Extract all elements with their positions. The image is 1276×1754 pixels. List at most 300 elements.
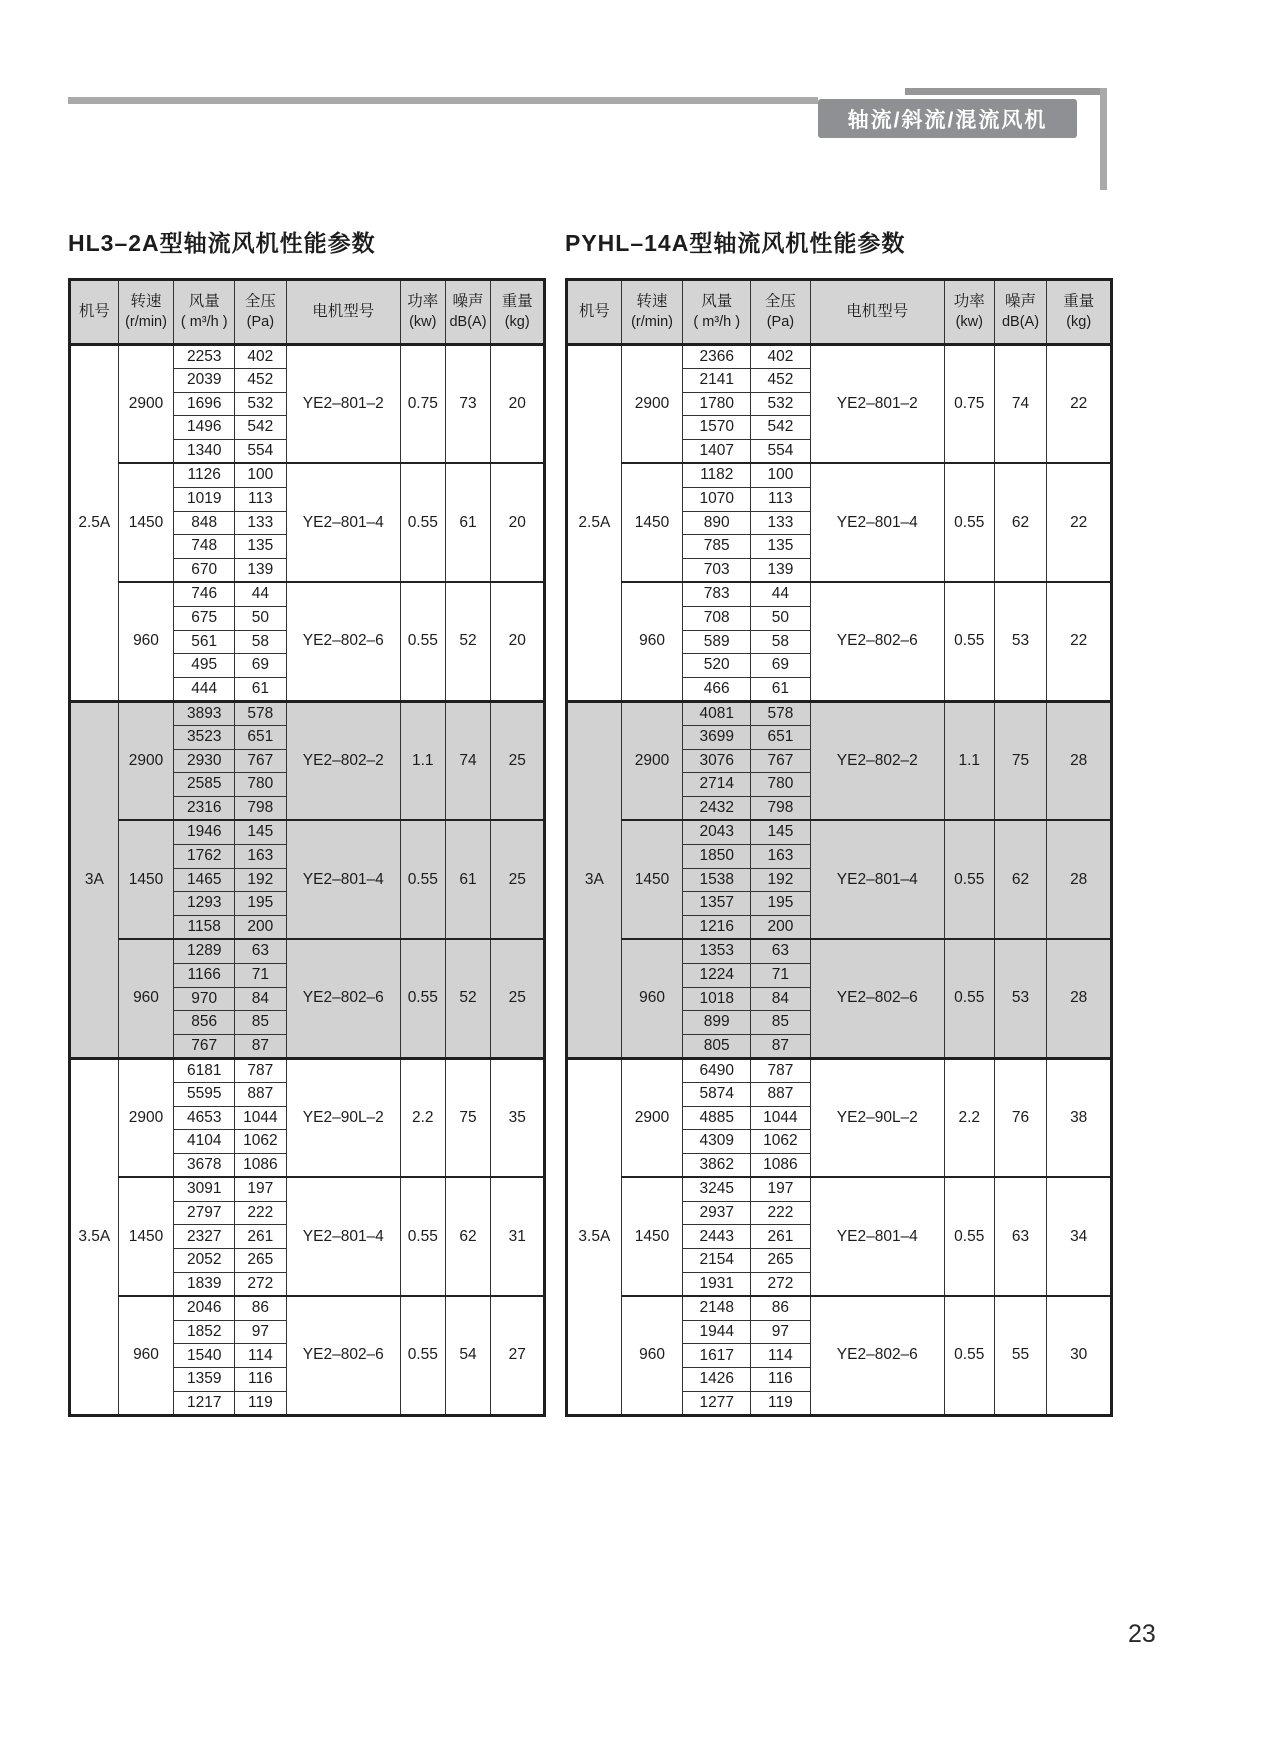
power-cell: 1.1 (944, 701, 994, 820)
pressure-cell: 135 (751, 535, 811, 559)
airflow-cell: 1931 (683, 1273, 751, 1297)
airflow-cell: 708 (683, 606, 751, 630)
pressure-cell: 542 (751, 416, 811, 440)
col-header-label: 全压 (244, 292, 276, 310)
airflow-cell: 1019 (174, 487, 235, 511)
pressure-cell: 787 (751, 1058, 811, 1082)
airflow-cell: 856 (174, 1011, 235, 1035)
pressure-cell: 651 (751, 725, 811, 749)
airflow-cell: 4653 (174, 1106, 235, 1130)
motor-model-cell: YE2–90L–2 (810, 1058, 944, 1177)
power-cell: 0.75 (400, 345, 445, 464)
pressure-cell: 85 (751, 1011, 811, 1035)
weight-cell: 27 (491, 1296, 545, 1415)
airflow-cell: 2039 (174, 368, 235, 392)
motor-model-cell: YE2–801–2 (810, 345, 944, 464)
noise-cell: 61 (445, 820, 491, 939)
col-header-unit: (r/min) (125, 314, 167, 331)
airflow-cell: 4104 (174, 1130, 235, 1154)
col-header-label: 机号 (578, 302, 610, 320)
col-header-unit: (Pa) (766, 314, 795, 331)
col-header-label: 机号 (78, 302, 110, 320)
airflow-cell: 848 (174, 511, 235, 535)
airflow-cell: 970 (174, 987, 235, 1011)
airflow-cell: 1426 (683, 1368, 751, 1392)
table-row (70, 582, 545, 606)
airflow-cell: 670 (174, 559, 235, 583)
airflow-cell: 4885 (683, 1106, 751, 1130)
power-cell: 0.55 (400, 582, 445, 701)
col-header-label: 风量 (701, 292, 733, 310)
airflow-cell: 2797 (174, 1201, 235, 1225)
motor-model-cell: YE2–802–2 (286, 701, 400, 820)
pressure-cell: 1062 (235, 1130, 287, 1154)
airflow-cell: 4309 (683, 1130, 751, 1154)
col-header-2 (174, 280, 235, 345)
airflow-cell: 703 (683, 559, 751, 583)
speed-cell: 960 (118, 939, 174, 1058)
pressure-cell: 197 (751, 1177, 811, 1201)
pressure-cell: 135 (235, 535, 287, 559)
airflow-cell: 2432 (683, 797, 751, 821)
pressure-cell: 114 (235, 1344, 287, 1368)
speed-cell: 2900 (118, 1058, 174, 1177)
col-header-label: 噪声 (452, 292, 484, 310)
pressure-cell: 542 (235, 416, 287, 440)
col-header-1 (118, 280, 174, 345)
pressure-cell: 200 (751, 916, 811, 940)
pressure-cell: 452 (751, 368, 811, 392)
airflow-cell: 2930 (174, 749, 235, 773)
speed-cell: 2900 (621, 701, 683, 820)
noise-cell: 54 (445, 1296, 491, 1415)
power-cell: 0.55 (944, 463, 994, 582)
pressure-cell: 163 (235, 844, 287, 868)
airflow-cell: 6490 (683, 1058, 751, 1082)
col-header-label: 电机型号 (312, 302, 375, 320)
weight-cell: 35 (491, 1058, 545, 1177)
airflow-cell: 495 (174, 654, 235, 678)
pressure-cell: 58 (751, 630, 811, 654)
airflow-cell: 444 (174, 678, 235, 702)
section-banner-label: 轴流/斜流/混流风机 (847, 108, 1048, 132)
pressure-cell: 133 (751, 511, 811, 535)
pressure-cell: 87 (751, 1035, 811, 1059)
col-header-2 (683, 280, 751, 345)
motor-model-cell: YE2–90L–2 (286, 1058, 400, 1177)
power-cell: 0.75 (944, 345, 994, 464)
table-row (70, 1058, 545, 1082)
airflow-cell: 3699 (683, 725, 751, 749)
airflow-cell: 1340 (174, 440, 235, 464)
airflow-cell: 3893 (174, 701, 235, 725)
pressure-cell: 554 (751, 440, 811, 464)
airflow-cell: 1762 (174, 844, 235, 868)
col-header-unit: (kg) (504, 314, 530, 331)
col-header-5 (400, 280, 445, 345)
motor-model-cell: YE2–802–2 (810, 701, 944, 820)
power-cell: 0.55 (944, 939, 994, 1058)
pressure-cell: 84 (751, 987, 811, 1011)
pressure-cell: 402 (235, 345, 287, 369)
airflow-cell: 1696 (174, 392, 235, 416)
airflow-cell: 1166 (174, 963, 235, 987)
weight-cell: 28 (1047, 820, 1112, 939)
pressure-cell: 100 (751, 463, 811, 487)
airflow-cell: 3862 (683, 1154, 751, 1178)
pressure-cell: 119 (235, 1392, 287, 1416)
airflow-cell: 1946 (174, 820, 235, 844)
col-header-label: 全压 (764, 292, 796, 310)
airflow-cell: 1289 (174, 939, 235, 963)
airflow-cell: 2046 (174, 1296, 235, 1320)
airflow-cell: 3076 (683, 749, 751, 773)
pressure-cell: 58 (235, 630, 287, 654)
weight-cell: 30 (1047, 1296, 1112, 1415)
speed-cell: 960 (118, 1296, 174, 1415)
pressure-cell: 767 (751, 749, 811, 773)
noise-cell: 62 (445, 1177, 491, 1296)
fan-size-cell: 3A (70, 701, 119, 1058)
motor-model-cell: YE2–802–6 (810, 939, 944, 1058)
pressure-cell: 61 (751, 678, 811, 702)
col-header-unit: (r/min) (631, 314, 673, 331)
col-header-4 (286, 280, 400, 345)
pressure-cell: 265 (235, 1249, 287, 1273)
fan-size-cell: 3.5A (70, 1058, 119, 1415)
page-number: 23 (1128, 1620, 1156, 1648)
motor-model-cell: YE2–802–6 (286, 582, 400, 701)
airflow-cell: 1357 (683, 892, 751, 916)
pressure-cell: 265 (751, 1249, 811, 1273)
pressure-cell: 63 (235, 939, 287, 963)
motor-model-cell: YE2–801–4 (810, 463, 944, 582)
airflow-cell: 1018 (683, 987, 751, 1011)
airflow-cell: 767 (174, 1035, 235, 1059)
col-header-label: 功率 (953, 292, 985, 310)
noise-cell: 52 (445, 582, 491, 701)
weight-cell: 22 (1047, 463, 1112, 582)
speed-cell: 2900 (118, 345, 174, 464)
header-top-bar (905, 88, 1107, 95)
pressure-cell: 578 (235, 701, 287, 725)
weight-cell: 25 (491, 820, 545, 939)
airflow-cell: 4081 (683, 701, 751, 725)
col-header-unit: ( m³/h ) (693, 314, 741, 331)
airflow-cell: 1126 (174, 463, 235, 487)
performance-table (68, 278, 546, 1417)
left-performance-table-host (68, 278, 546, 1417)
fan-size-cell: 3.5A (567, 1058, 622, 1415)
speed-cell: 2900 (118, 701, 174, 820)
pressure-cell: 145 (751, 820, 811, 844)
airflow-cell: 1570 (683, 416, 751, 440)
airflow-cell: 2714 (683, 773, 751, 797)
airflow-cell: 3245 (683, 1177, 751, 1201)
col-header-unit: dB(A) (449, 314, 487, 331)
col-header-1 (621, 280, 683, 345)
airflow-cell: 1353 (683, 939, 751, 963)
motor-model-cell: YE2–802–6 (286, 939, 400, 1058)
speed-cell: 960 (621, 582, 683, 701)
header-right-bar (1100, 88, 1107, 190)
power-cell: 0.55 (944, 1177, 994, 1296)
col-header-unit: (kw) (955, 314, 983, 331)
weight-cell: 31 (491, 1177, 545, 1296)
airflow-cell: 3091 (174, 1177, 235, 1201)
weight-cell: 20 (491, 582, 545, 701)
pressure-cell: 50 (751, 606, 811, 630)
pressure-cell: 272 (235, 1273, 287, 1297)
motor-model-cell: YE2–801–2 (286, 345, 400, 464)
col-header-4 (810, 280, 944, 345)
noise-cell: 75 (994, 701, 1047, 820)
airflow-cell: 5874 (683, 1082, 751, 1106)
speed-cell: 960 (621, 939, 683, 1058)
pressure-cell: 85 (235, 1011, 287, 1035)
airflow-cell: 1465 (174, 868, 235, 892)
table-row (567, 1058, 1112, 1082)
airflow-cell: 2148 (683, 1296, 751, 1320)
noise-cell: 74 (994, 345, 1047, 464)
pressure-cell: 192 (235, 868, 287, 892)
airflow-cell: 1216 (683, 916, 751, 940)
power-cell: 0.55 (944, 820, 994, 939)
airflow-cell: 3523 (174, 725, 235, 749)
col-header-unit: (Pa) (246, 314, 275, 331)
speed-cell: 1450 (621, 463, 683, 582)
col-header-unit: dB(A) (1001, 314, 1040, 331)
pressure-cell: 402 (751, 345, 811, 369)
pressure-cell: 61 (235, 678, 287, 702)
speed-cell: 1450 (118, 1177, 174, 1296)
col-header-unit: ( m³/h ) (180, 314, 228, 331)
col-header-6 (445, 280, 491, 345)
pressure-cell: 261 (751, 1225, 811, 1249)
left-table-title: HL3–2A型轴流风机性能参数 (68, 230, 376, 256)
airflow-cell: 2316 (174, 797, 235, 821)
airflow-cell: 2443 (683, 1225, 751, 1249)
pressure-cell: 1044 (235, 1106, 287, 1130)
airflow-cell: 589 (683, 630, 751, 654)
noise-cell: 74 (445, 701, 491, 820)
pressure-cell: 44 (751, 582, 811, 606)
pressure-cell: 116 (235, 1368, 287, 1392)
airflow-cell: 2141 (683, 368, 751, 392)
pressure-cell: 163 (751, 844, 811, 868)
weight-cell: 28 (1047, 701, 1112, 820)
col-header-label: 噪声 (1005, 292, 1037, 310)
noise-cell: 55 (994, 1296, 1047, 1415)
noise-cell: 63 (994, 1177, 1047, 1296)
table-row (567, 939, 1112, 963)
col-header-6 (994, 280, 1047, 345)
airflow-cell: 2327 (174, 1225, 235, 1249)
col-header-label: 功率 (407, 292, 439, 310)
airflow-cell: 1158 (174, 916, 235, 940)
airflow-cell: 1852 (174, 1320, 235, 1344)
noise-cell: 73 (445, 345, 491, 464)
airflow-cell: 2585 (174, 773, 235, 797)
airflow-cell: 1359 (174, 1368, 235, 1392)
pressure-cell: 261 (235, 1225, 287, 1249)
motor-model-cell: YE2–801–4 (286, 463, 400, 582)
weight-cell: 22 (1047, 345, 1112, 464)
pressure-cell: 87 (235, 1035, 287, 1059)
table-row (567, 345, 1112, 369)
col-header-label: 电机型号 (846, 302, 909, 320)
pressure-cell: 71 (751, 963, 811, 987)
airflow-cell: 1538 (683, 868, 751, 892)
speed-cell: 2900 (621, 1058, 683, 1177)
airflow-cell: 2366 (683, 345, 751, 369)
col-header-label: 重量 (1063, 292, 1095, 310)
airflow-cell: 5595 (174, 1082, 235, 1106)
pressure-cell: 1062 (751, 1130, 811, 1154)
noise-cell: 75 (445, 1058, 491, 1177)
motor-model-cell: YE2–801–4 (810, 1177, 944, 1296)
table-row (70, 463, 545, 487)
pressure-cell: 651 (235, 725, 287, 749)
airflow-cell: 1944 (683, 1320, 751, 1344)
pressure-cell: 116 (751, 1368, 811, 1392)
pressure-cell: 113 (235, 487, 287, 511)
table-row (70, 1296, 545, 1320)
fan-size-cell: 2.5A (70, 345, 119, 702)
noise-cell: 61 (445, 463, 491, 582)
power-cell: 0.55 (400, 1296, 445, 1415)
noise-cell: 62 (994, 820, 1047, 939)
col-header-label: 重量 (501, 292, 533, 310)
header-row (567, 280, 1112, 345)
airflow-cell: 748 (174, 535, 235, 559)
pressure-cell: 554 (235, 440, 287, 464)
col-header-unit: (kw) (409, 314, 437, 331)
pressure-cell: 780 (235, 773, 287, 797)
col-header-label: 转速 (130, 292, 162, 310)
airflow-cell: 746 (174, 582, 235, 606)
pressure-cell: 97 (235, 1320, 287, 1344)
speed-cell: 960 (621, 1296, 683, 1415)
speed-cell: 2900 (621, 345, 683, 464)
pressure-cell: 71 (235, 963, 287, 987)
weight-cell: 22 (1047, 582, 1112, 701)
airflow-cell: 1540 (174, 1344, 235, 1368)
motor-model-cell: YE2–802–6 (810, 1296, 944, 1415)
airflow-cell: 2043 (683, 820, 751, 844)
airflow-cell: 6181 (174, 1058, 235, 1082)
table-row (70, 701, 545, 725)
performance-table (565, 278, 1113, 1417)
power-cell: 0.55 (400, 1177, 445, 1296)
weight-cell: 25 (491, 939, 545, 1058)
table-row (567, 582, 1112, 606)
pressure-cell: 119 (751, 1392, 811, 1416)
pressure-cell: 200 (235, 916, 287, 940)
airflow-cell: 1780 (683, 392, 751, 416)
pressure-cell: 222 (751, 1201, 811, 1225)
speed-cell: 1450 (621, 820, 683, 939)
table-row (70, 820, 545, 844)
pressure-cell: 532 (751, 392, 811, 416)
motor-model-cell: YE2–801–4 (286, 1177, 400, 1296)
weight-cell: 34 (1047, 1177, 1112, 1296)
power-cell: 0.55 (400, 820, 445, 939)
airflow-cell: 1407 (683, 440, 751, 464)
fan-size-cell: 3A (567, 701, 622, 1058)
pressure-cell: 195 (751, 892, 811, 916)
table-row (567, 820, 1112, 844)
speed-cell: 1450 (118, 820, 174, 939)
airflow-cell: 2937 (683, 1201, 751, 1225)
pressure-cell: 86 (751, 1296, 811, 1320)
table-row (70, 345, 545, 369)
pressure-cell: 44 (235, 582, 287, 606)
pressure-cell: 787 (235, 1058, 287, 1082)
pressure-cell: 139 (235, 559, 287, 583)
pressure-cell: 69 (751, 654, 811, 678)
weight-cell: 38 (1047, 1058, 1112, 1177)
noise-cell: 52 (445, 939, 491, 1058)
airflow-cell: 3678 (174, 1154, 235, 1178)
pressure-cell: 145 (235, 820, 287, 844)
airflow-cell: 1839 (174, 1273, 235, 1297)
airflow-cell: 1293 (174, 892, 235, 916)
table-row (567, 701, 1112, 725)
airflow-cell: 561 (174, 630, 235, 654)
right-table-title: PYHL–14A型轴流风机性能参数 (565, 230, 906, 256)
pressure-cell: 578 (751, 701, 811, 725)
airflow-cell: 2253 (174, 345, 235, 369)
airflow-cell: 466 (683, 678, 751, 702)
pressure-cell: 798 (751, 797, 811, 821)
pressure-cell: 452 (235, 368, 287, 392)
left-table-section (68, 225, 546, 1417)
pressure-cell: 767 (235, 749, 287, 773)
pressure-cell: 532 (235, 392, 287, 416)
pressure-cell: 887 (235, 1082, 287, 1106)
airflow-cell: 520 (683, 654, 751, 678)
pressure-cell: 798 (235, 797, 287, 821)
table-row (70, 1177, 545, 1201)
col-header-label: 转速 (636, 292, 668, 310)
header-row (70, 280, 545, 345)
pressure-cell: 272 (751, 1273, 811, 1297)
pressure-cell: 1086 (751, 1154, 811, 1178)
airflow-cell: 890 (683, 511, 751, 535)
airflow-cell: 805 (683, 1035, 751, 1059)
airflow-cell: 1070 (683, 487, 751, 511)
fan-size-cell: 2.5A (567, 345, 622, 702)
noise-cell: 76 (994, 1058, 1047, 1177)
airflow-cell: 1217 (174, 1392, 235, 1416)
pressure-cell: 133 (235, 511, 287, 535)
noise-cell: 53 (994, 582, 1047, 701)
airflow-cell: 1277 (683, 1392, 751, 1416)
col-header-3 (751, 280, 811, 345)
pressure-cell: 113 (751, 487, 811, 511)
pressure-cell: 69 (235, 654, 287, 678)
header-rule (68, 97, 818, 104)
col-header-5 (944, 280, 994, 345)
airflow-cell: 675 (174, 606, 235, 630)
noise-cell: 62 (994, 463, 1047, 582)
power-cell: 2.2 (400, 1058, 445, 1177)
right-performance-table-host (565, 278, 1113, 1417)
pressure-cell: 50 (235, 606, 287, 630)
col-header-label: 风量 (188, 292, 220, 310)
pressure-cell: 1086 (235, 1154, 287, 1178)
